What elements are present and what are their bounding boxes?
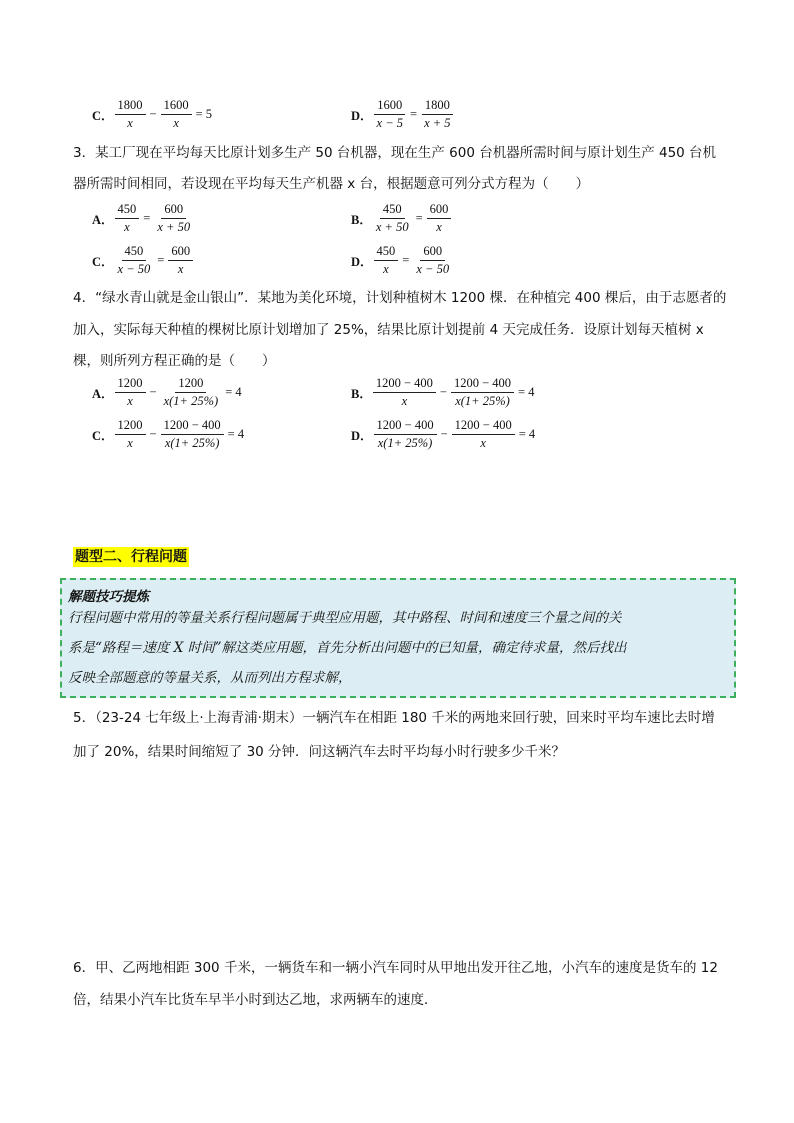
fraction: $\frac{450}{x + 50}$: [375, 202, 409, 234]
option-label: D．: [351, 428, 373, 443]
equals-sign: =: [415, 211, 423, 225]
option-label: C．: [92, 108, 114, 123]
equation-rhs: = 4: [518, 427, 536, 441]
q2-option-c: [92, 98, 215, 131]
minus-sign: −: [149, 427, 157, 441]
minus-sign: −: [440, 427, 448, 441]
option-label: B．: [351, 212, 372, 227]
tip-box: [60, 578, 736, 698]
q5-text-line-2: 加了 20%，结果时间缩短了 30 分钟．问这辆汽车去时平均每小时行驶多少千米？: [73, 744, 566, 760]
fraction: $\frac{1200 - 400}{x(1+ 25\%)}$: [161, 418, 224, 451]
fraction: $\frac{1600}{x}$: [161, 98, 192, 131]
fraction: $\frac{1200 - 400}{x}$: [373, 376, 436, 409]
q4-option-c: [92, 418, 247, 451]
fraction: $\frac{1200}{x}$: [115, 418, 146, 451]
q3-text-line-1: 3．某工厂现在平均每天比原计划多生产 50 台机器，现在生产 600 台机器所需时间与原计划生产 450 台机: [73, 145, 717, 161]
fraction: $\frac{600}{x - 50}$: [416, 244, 450, 276]
q4-option-b: [351, 376, 537, 409]
option-label: A．: [92, 212, 114, 227]
q3-option-c: [92, 244, 194, 277]
equation-rhs: = 4: [227, 427, 245, 441]
fraction: $\frac{1200 - 400}{x(1+ 25\%)}$: [374, 418, 437, 451]
tip-line-2: 系是“路程＝速度 X 时间”解这类应用题，首先分析出问题中的已知量，确定待求量，然后找出: [68, 640, 627, 656]
section-title: 题型二、行程问题: [75, 549, 187, 565]
tip-title: 解题技巧提炼: [68, 589, 149, 605]
q2-option-d: [351, 98, 455, 131]
equation-rhs: = 4: [518, 385, 535, 399]
fraction: $\frac{600}{x}$: [427, 202, 452, 235]
equals-sign: =: [143, 211, 151, 225]
q3-option-d: [351, 244, 453, 277]
q4-text-line-3: 棵，则所列方程正确的是（ ）: [73, 353, 276, 369]
equals-sign: =: [402, 253, 410, 267]
minus-sign: −: [149, 385, 157, 399]
minus-sign: −: [149, 107, 157, 121]
equation-rhs: = 5: [195, 107, 213, 121]
option-label: A．: [92, 386, 114, 401]
option-label: C．: [92, 254, 114, 269]
q3-option-b: [351, 202, 452, 235]
option-label: C．: [92, 428, 114, 443]
q4-text-line-2: 加入，实际每天种植的棵树比原计划增加了 25%，结果比原计划提前 4 天完成任务．设原计划每天植树 x: [73, 322, 704, 338]
option-label: D．: [351, 254, 373, 269]
fraction: $\frac{1800}{x}$: [115, 98, 146, 131]
q6-text-line-1: 6．甲、乙两地相距 300 千米，一辆货车和一辆小汽车同时从甲地出发开往乙地，小汽车的速度是货车的 12: [73, 960, 718, 976]
option-label: D．: [351, 108, 373, 123]
q5-text-line-1: 5．（23-24 七年级上·上海青浦·期末）一辆汽车在相距 180 千米的两地来回行驶，回来时平均车速比去时增: [73, 710, 715, 726]
q6-text-line-2: 倍，结果小汽车比货车早半小时到达乙地，求两辆车的速度．: [73, 992, 438, 1008]
option-label: B．: [351, 386, 372, 401]
fraction: $\frac{1800}{x + 5}$: [421, 98, 453, 131]
equals-sign: =: [157, 253, 165, 267]
fraction: $\frac{1200}{x}$: [115, 376, 146, 409]
fraction: $\frac{1600}{x - 5}$: [374, 98, 406, 131]
fraction: $\frac{450}{x}$: [374, 244, 399, 277]
q4-option-d: [351, 418, 538, 451]
equation-rhs: = 4: [225, 385, 242, 399]
fraction: $\frac{1200 - 400}{x}$: [452, 418, 515, 451]
fraction: $\frac{1200}{x(1+ 25\%)}$: [163, 376, 219, 408]
tip-line-3: 反映全部题意的等量关系，从而列出方程求解，: [68, 670, 352, 686]
equals-sign: =: [410, 107, 418, 121]
fraction: $\frac{600}{x}$: [168, 244, 193, 277]
fraction: $\frac{450}{x}$: [115, 202, 140, 235]
fraction: $\frac{450}{x - 50}$: [117, 244, 151, 276]
q4-option-a: [92, 376, 245, 409]
minus-sign: −: [439, 385, 447, 399]
tip-line-1: 行程问题中常用的等量关系行程问题属于典型应用题，其中路程、时间和速度三个量之间的关: [68, 610, 622, 626]
q3-text-line-2: 器所需时间相同，若设现在平均每天生产机器 x 台，根据题意可列分式方程为（ ）: [73, 176, 590, 192]
fraction: $\frac{1200 - 400}{x(1+ 25\%)}$: [451, 376, 514, 409]
q4-text-line-1: 4．“绿水青山就是金山银山”．某地为美化环境，计划种植树木 1200 棵．在种植完 400 棵后，由于志愿者的: [73, 290, 727, 306]
fraction: $\frac{600}{x + 50}$: [157, 202, 191, 234]
q3-option-a: [92, 202, 194, 235]
